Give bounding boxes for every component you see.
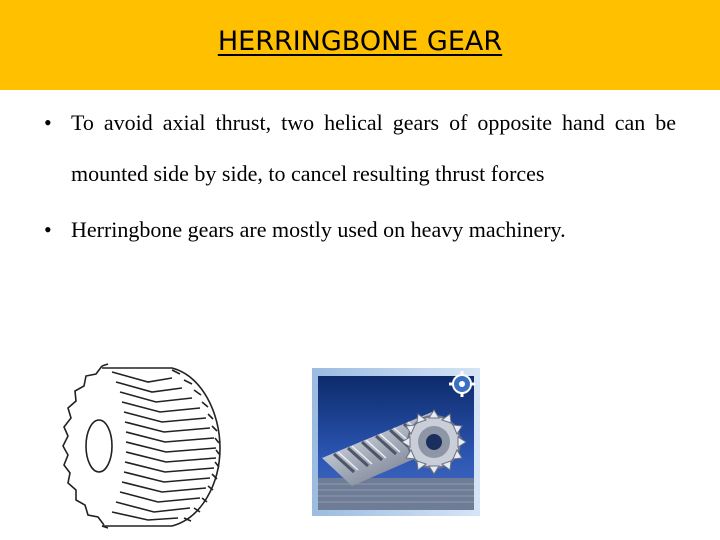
bullet-item: • To avoid axial thrust, two helical gears of opposite hand can be mounted side by side, to cancel resulting thrust forces bbox=[44, 97, 676, 199]
helical-gear-line-drawing bbox=[52, 358, 232, 534]
slide-title: HERRINGBONE GEAR bbox=[217, 26, 503, 57]
bullet-list bbox=[44, 97, 676, 260]
title-banner bbox=[0, 0, 720, 90]
bullet-item: • Herringbone gears are mostly used on heavy machinery. bbox=[44, 204, 676, 255]
helical-gear-photo bbox=[312, 368, 480, 516]
